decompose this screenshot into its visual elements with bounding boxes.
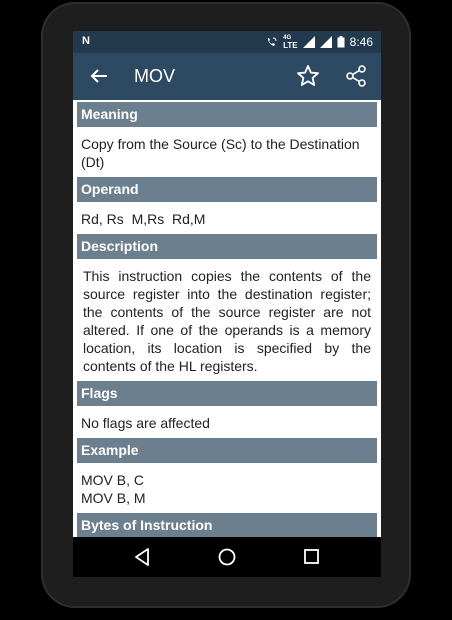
instruction-details — [73, 100, 381, 537]
section-heading-meaning: Meaning — [77, 102, 377, 127]
example-line: MOV B, M — [81, 490, 146, 506]
section-body-flags: No flags are affected — [81, 415, 210, 431]
battery-icon — [337, 36, 345, 48]
section-heading-example: Example — [77, 438, 377, 463]
example-line: MOV B, C — [81, 472, 145, 488]
section-heading-description: Description — [77, 234, 377, 259]
signal-icon-2 — [320, 36, 332, 48]
notification-n-icon: N — [82, 35, 90, 47]
signal-icon — [303, 36, 315, 48]
section-body-example — [77, 467, 377, 513]
status-icons — [266, 34, 373, 50]
favorite-star-icon[interactable] — [296, 64, 320, 88]
network-label: LTE — [283, 41, 298, 50]
nav-home-icon[interactable] — [217, 547, 237, 567]
status-bar — [73, 31, 381, 53]
share-icon[interactable] — [344, 64, 368, 88]
back-arrow-icon[interactable] — [87, 64, 111, 88]
section-body-description: This instruction copies the contents of the source register into the destination register; the contents of the source register are not altered. If one of the operands is a memory location, its location is specified by the contents of the HL registers. — [83, 268, 371, 374]
network-sub-label: 4G — [283, 35, 292, 41]
nav-recents-icon[interactable] — [303, 547, 321, 567]
app-toolbar — [73, 53, 381, 100]
clock: 8:46 — [349, 35, 373, 49]
page-title: MOV — [134, 66, 176, 86]
network-type — [283, 34, 298, 50]
screen — [73, 31, 381, 537]
section-body-meaning: Copy from the Source (Sc) to the Destination (Dt) — [81, 136, 360, 170]
phone-wifi-icon — [266, 36, 278, 48]
section-heading-bytes: Bytes of Instruction — [77, 513, 377, 537]
nav-back-icon[interactable] — [133, 547, 151, 567]
system-nav-bar — [73, 537, 381, 577]
section-body-operand: Rd, Rs M,Rs Rd,M — [81, 211, 206, 227]
section-heading-operand: Operand — [77, 177, 377, 202]
section-heading-flags: Flags — [77, 381, 377, 406]
